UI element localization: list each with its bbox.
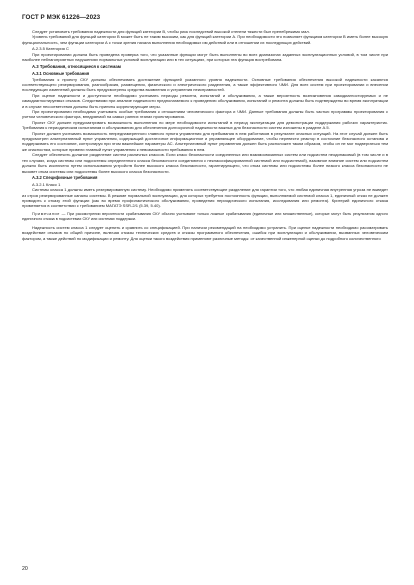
paragraph: При проектировании необходимо учитывать особые требования к отношениям человеческого фактора и ЧМИ. Данные требования должны быть частью программы проектирования с учетом человеческого фактора, внедряемой на самых ранних этапах проектирования. [22, 109, 388, 120]
paragraph: Проект должен учитывать возможность непреднамеренного главного пункта управления для пребывания в нем работников в результате опасных ситуаций. На этот случай должен быть предусмотрен альтернативный пункт управления, содержащий достаточное информационное и управляющее оборудование, чтобы перевести реактор в состояние безопасного останова и поддерживать его состояние, контролируя при этом важнейшие параметры АС. Альтернативный пункт управления должен быть расположен таким образом, чтобы он не мог подвергаться тем же опасностям, которые привели главный пункт управления к невозможности пребывания в нем. [22, 130, 388, 152]
note-lead: Примечание [32, 211, 60, 216]
paragraph: Системы класса 1 должны иметь резервированную систему. Необходимо применять соответствующее разделение для гарантии того, что любая единичная внутренняя угроза не выведет из строя резервированные каналы системы. В режиме нормальной эксплуатации, для которых требуется постоянность функции, выполняемой системой класса 1, единичный отказ не должен приводить к отказу этой функции (как во время профилактического обслуживания, проведения периодического испытания, исследования или ремонта). Критерий единичного отказа применяется в соответствии с требованием МАГАТЭ SSR-2/1 (5.39, 5.40). [22, 187, 388, 209]
subsection-heading: А.2.3.5 Категория С [32, 46, 69, 52]
page-number: 20 [22, 566, 28, 572]
paragraph: При проектировании должна быть проведена проверка того, что указанные функции могут быть выполнены во всех диапазонах заданных эксплуатационных условий, в том числе при наиболее неблагоприятных нарушениях нормальных условий эксплуатации или в тех ситуациях, при которых эта функция востребована. [22, 51, 388, 63]
subsection-heading: А.3.1 Основные требования [32, 71, 90, 77]
paragraph: Надежность систем класса 1 следует оценить и сравнить со спецификацией. При наличии рекомендаций на необходимо устранить. При оценке надежности необходимо рассматривать воздействие отказов по общей причине, включая отказы технических средств и отказы программного обеспечения, ошибок при эксплуатации и обслуживании, вызванных человеческим фактором, а также действий по модификации и ремонту. Для оценки такого воздействия применяют различные методы: от качественной инженерной оценки до подробного количественного [22, 224, 388, 241]
page-header: ГОСТ Р МЭК 61226—2023 [22, 14, 101, 21]
paragraph: Уровень требований для функций категории В может быть не таким высоким, как для функций категории А. При необходимости это позволяет функциям категории В иметь более высокую функциональность, чем функции категории А с точки зрения начала выполнения необходимых им действий или в отношении их последующих действий. [22, 34, 388, 45]
paragraph: При оценке надежности и доступности необходимо учитывать периоды ремонта, испытаний и обслуживания, а также вероятность возникновения самодиагностируемых и не самодиагностируемых отказов. Следствиями при анализе надежности предполагаемого к проведению обслуживания, испытаний и ремонта должны быть подтверждены во время эксплуатации и в случае несоответствия должны быть приняты корректирующие меры. [22, 92, 388, 109]
paragraph: Следует обеспечить должное разделение систем различных классов. Если класс безопасности соединенных или взаимосвязанных систем или подсистем неодинаковый (в том числе и в тех случаях, когда системы или подсистемы определенного класса безопасности соединяются с неклассифицированной системой или подсистемой), взаимное влияние систем или подсистем должно быть исключено путем использования устройств более высокого класса безопасности, гарантирующего, что отказ системы или подсистемы более низкого класса безопасности не вызовет отказ системы или подсистемы более высокого класса безопасности. [22, 152, 388, 174]
section-heading: А.3 Требования, относящиеся к системам [32, 64, 121, 70]
note [22, 212, 388, 222]
paragraph: Следует установить требования надежности для функций категории В, чтобы риск последствий высокой степени тяжести был пренебрежимо мал. [32, 29, 310, 34]
subsection-heading: А.3.2 Специфичные требования [32, 175, 98, 181]
note-text: — При рассмотрении вероятности срабатывания СКУ обычно учитывают только ложные срабатывания (единичные или множественные), которые могут быть результатом одного единичного отказа в подсистемах СКУ или системах поддержки. [22, 211, 388, 221]
paragraph: Проект СКУ должен предусматривать возможность выполнения по мере необходимости испытаний в период эксплуатации для демонстрации поддержания рабочих характеристик. Требования к периодическим испытаниям и обслуживанию для обеспечения долгосрочной надежности важных для безопасности систем изложены в разделе А.5. [22, 119, 388, 131]
paragraph: Требования к проекту СКУ должны обеспечивать достижение функцией указанного уровня надежности. Основные требования обеспечения высокой надежности касаются соответствующего резервирования, разнообразия, размещения, физического и электрического разделения, а также эффективного ЧМИ. Для всех систем при проектировании и внесении последующих изменений должны быть предусмотрены средства выявления и устранения неисправностей. [22, 76, 388, 93]
subsection-heading: А.3.2.1 Класс 1 [32, 181, 61, 187]
